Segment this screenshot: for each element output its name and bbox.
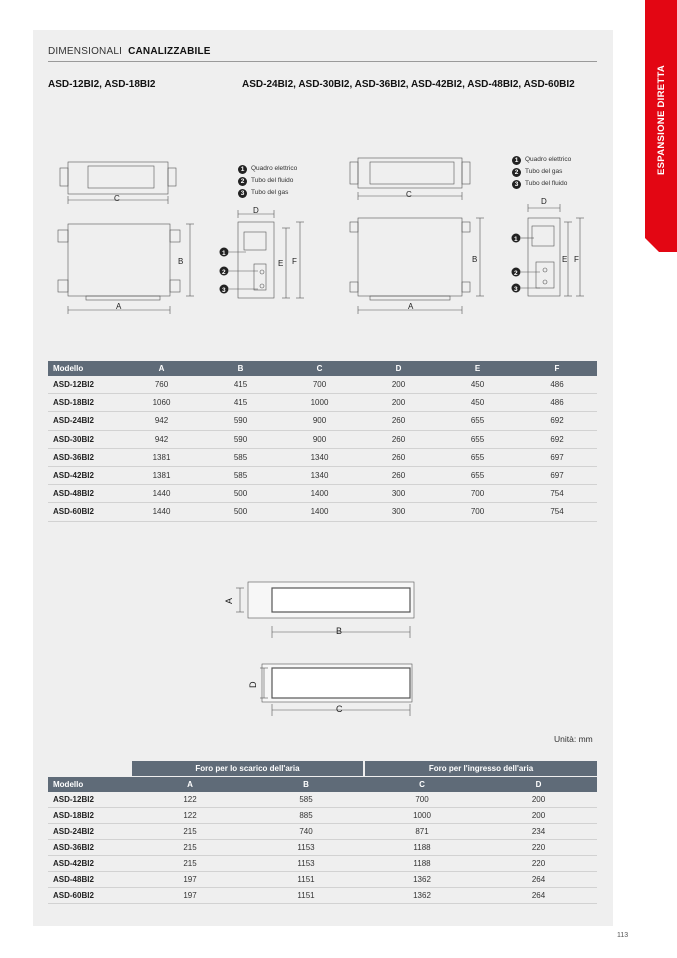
legend-number: 1 bbox=[238, 165, 247, 174]
table-cell: 1340 bbox=[280, 466, 359, 484]
dim-label-f-right: F bbox=[574, 255, 579, 264]
unit-large-top-view bbox=[358, 158, 462, 188]
table-cell: 754 bbox=[517, 503, 597, 521]
side-tab-label: ESPANSIONE DIRETTA bbox=[656, 64, 667, 176]
table-cell: ASD-48BI2 bbox=[48, 872, 132, 888]
table-row bbox=[48, 888, 597, 904]
unit-small-side-view bbox=[238, 222, 274, 298]
legend-right bbox=[512, 154, 571, 190]
table-cell: 260 bbox=[359, 466, 438, 484]
legend-number: 3 bbox=[512, 180, 521, 189]
table-cell: 500 bbox=[201, 503, 280, 521]
table-cell: ASD-12BI2 bbox=[48, 792, 132, 808]
table-cell: ASD-60BI2 bbox=[48, 888, 132, 904]
table-header-cell: Modello bbox=[48, 361, 122, 376]
table-cell: 1400 bbox=[280, 503, 359, 521]
table-cell: ASD-12BI2 bbox=[48, 376, 122, 394]
callout-1-right: 1 bbox=[514, 236, 518, 243]
group-header-discharge: Foro per lo scarico dell'aria bbox=[132, 761, 364, 777]
dim-label-a-right: A bbox=[408, 302, 414, 311]
table-cell: 197 bbox=[132, 888, 248, 904]
table-cell: 655 bbox=[438, 412, 517, 430]
table-cell: 234 bbox=[480, 824, 597, 840]
group-header-intake: Foro per l'ingresso dell'aria bbox=[364, 761, 597, 777]
table-cell: 220 bbox=[480, 840, 597, 856]
table-cell: 585 bbox=[201, 448, 280, 466]
legend-number: 3 bbox=[238, 189, 247, 198]
dim-label-c-right: C bbox=[406, 190, 412, 199]
models-right-title: ASD-24BI2, ASD-30BI2, ASD-36BI2, ASD-42BI2, ASD-48BI2, ASD-60BI2 bbox=[242, 79, 575, 90]
dim-label-c-left: C bbox=[114, 194, 120, 203]
legend-right-item bbox=[512, 166, 571, 178]
table-row bbox=[48, 394, 597, 412]
models-left-title: ASD-12BI2, ASD-18BI2 bbox=[48, 79, 156, 90]
unit-large-front-view bbox=[358, 218, 462, 296]
unit-large-side-view bbox=[528, 218, 560, 296]
duct-hole-drawings bbox=[0, 570, 677, 720]
duct-label-d: D bbox=[248, 681, 258, 688]
table-cell: ASD-18BI2 bbox=[48, 394, 122, 412]
legend-number: 2 bbox=[238, 177, 247, 186]
table-cell: 942 bbox=[122, 430, 201, 448]
table-cell: 264 bbox=[480, 888, 597, 904]
table-group-header-row bbox=[48, 761, 597, 777]
dim-label-e-left: E bbox=[278, 259, 284, 268]
table-row bbox=[48, 792, 597, 808]
table-cell: 1151 bbox=[248, 888, 364, 904]
table-header-cell: A bbox=[132, 777, 248, 793]
unit-label: Unità: mm bbox=[554, 734, 593, 744]
table-cell: 585 bbox=[201, 466, 280, 484]
table-cell: 1188 bbox=[364, 840, 480, 856]
table-row bbox=[48, 448, 597, 466]
table-cell: 700 bbox=[438, 503, 517, 521]
table-cell: 1362 bbox=[364, 872, 480, 888]
unit-small-front-view bbox=[68, 224, 170, 296]
callout-1-left: 1 bbox=[222, 250, 226, 257]
table-header-cell: E bbox=[438, 361, 517, 376]
section-name: DIMENSIONALI bbox=[48, 46, 123, 57]
dim-label-b-left: B bbox=[178, 257, 184, 266]
table-cell: 450 bbox=[438, 376, 517, 394]
table-cell: 215 bbox=[132, 840, 248, 856]
callout-2-right: 2 bbox=[514, 270, 518, 277]
dim-label-a-left: A bbox=[116, 302, 122, 311]
table-cell: ASD-18BI2 bbox=[48, 808, 132, 824]
table-cell: 122 bbox=[132, 808, 248, 824]
table-cell: 215 bbox=[132, 856, 248, 872]
table-cell: 900 bbox=[280, 412, 359, 430]
table-cell: 1153 bbox=[248, 856, 364, 872]
table-header-cell: Modello bbox=[48, 777, 132, 793]
unit-small-top-view bbox=[68, 162, 168, 194]
table-cell: 260 bbox=[359, 448, 438, 466]
table-cell: 260 bbox=[359, 430, 438, 448]
legend-left bbox=[238, 163, 297, 199]
table-cell: 300 bbox=[359, 503, 438, 521]
table-cell: ASD-24BI2 bbox=[48, 412, 122, 430]
legend-left-item bbox=[238, 163, 297, 175]
table-cell: 122 bbox=[132, 792, 248, 808]
table-header-cell: C bbox=[280, 361, 359, 376]
table-cell: 1381 bbox=[122, 466, 201, 484]
table-cell: 1000 bbox=[280, 394, 359, 412]
table-header-cell: D bbox=[480, 777, 597, 793]
table-row bbox=[48, 856, 597, 872]
dim-label-d-right: D bbox=[541, 197, 547, 206]
table-cell: 655 bbox=[438, 448, 517, 466]
table-cell: 1440 bbox=[122, 503, 201, 521]
legend-label: Tubo del gas bbox=[525, 168, 563, 175]
table-cell: 220 bbox=[480, 856, 597, 872]
table-cell: ASD-30BI2 bbox=[48, 430, 122, 448]
table-cell: 1153 bbox=[248, 840, 364, 856]
table-cell: 486 bbox=[517, 394, 597, 412]
table-row bbox=[48, 430, 597, 448]
section-name-bold: CANALIZZABILE bbox=[128, 46, 211, 57]
table-cell: 415 bbox=[201, 394, 280, 412]
dim-label-f-left: F bbox=[292, 257, 297, 266]
legend-left-item bbox=[238, 187, 297, 199]
table-cell: 415 bbox=[201, 376, 280, 394]
legend-label: Quadro elettrico bbox=[525, 156, 572, 163]
callout-3-right: 3 bbox=[514, 286, 518, 293]
table-cell: ASD-48BI2 bbox=[48, 485, 122, 503]
legend-label: Tubo del fluido bbox=[251, 177, 294, 184]
table-cell: ASD-60BI2 bbox=[48, 503, 122, 521]
table-cell: 754 bbox=[517, 485, 597, 503]
dimensions-table bbox=[48, 361, 597, 522]
table-row bbox=[48, 485, 597, 503]
legend-label: Quadro elettrico bbox=[251, 165, 298, 172]
table-header-cell: C bbox=[364, 777, 480, 793]
table-cell: 655 bbox=[438, 466, 517, 484]
table-cell: 450 bbox=[438, 394, 517, 412]
duct-label-a: A bbox=[224, 597, 234, 604]
table-cell: 264 bbox=[480, 872, 597, 888]
table-cell: 1362 bbox=[364, 888, 480, 904]
duct-label-b: B bbox=[336, 626, 343, 636]
table-header-spacer bbox=[48, 761, 132, 777]
table-cell: 760 bbox=[122, 376, 201, 394]
table-cell: 215 bbox=[132, 824, 248, 840]
table-row bbox=[48, 412, 597, 430]
table-cell: 700 bbox=[438, 485, 517, 503]
discharge-hole bbox=[272, 588, 410, 612]
table-cell: ASD-36BI2 bbox=[48, 840, 132, 856]
table-cell: 200 bbox=[480, 792, 597, 808]
table-cell: 197 bbox=[132, 872, 248, 888]
table-cell: 740 bbox=[248, 824, 364, 840]
table-row bbox=[48, 376, 597, 394]
table-cell: 1381 bbox=[122, 448, 201, 466]
table-cell: 1340 bbox=[280, 448, 359, 466]
table-header-cell: B bbox=[248, 777, 364, 793]
table-cell: 700 bbox=[280, 376, 359, 394]
table-cell: 700 bbox=[364, 792, 480, 808]
callout-3-left: 3 bbox=[222, 287, 226, 294]
table-cell: 655 bbox=[438, 430, 517, 448]
table-cell: 300 bbox=[359, 485, 438, 503]
table-header-cell: B bbox=[201, 361, 280, 376]
table-cell: 697 bbox=[517, 466, 597, 484]
table-cell: 1060 bbox=[122, 394, 201, 412]
table-cell: 1188 bbox=[364, 856, 480, 872]
table-cell: 1440 bbox=[122, 485, 201, 503]
table-header-cell: A bbox=[122, 361, 201, 376]
table-cell: 590 bbox=[201, 412, 280, 430]
table-cell: 885 bbox=[248, 808, 364, 824]
table-cell: 200 bbox=[359, 394, 438, 412]
table-cell: 692 bbox=[517, 412, 597, 430]
table-cell: 200 bbox=[359, 376, 438, 394]
table-row bbox=[48, 824, 597, 840]
duct-label-c: C bbox=[336, 704, 343, 714]
table-cell: 942 bbox=[122, 412, 201, 430]
legend-number: 2 bbox=[512, 168, 521, 177]
table-row bbox=[48, 503, 597, 521]
dimension-drawings-top bbox=[0, 0, 677, 330]
table-header-cell: F bbox=[517, 361, 597, 376]
table-cell: 1151 bbox=[248, 872, 364, 888]
table-cell: 1000 bbox=[364, 808, 480, 824]
table-cell: 697 bbox=[517, 448, 597, 466]
dim-label-b-right: B bbox=[472, 255, 478, 264]
dim-label-d-left: D bbox=[253, 206, 259, 215]
table-header-cell: D bbox=[359, 361, 438, 376]
intake-hole bbox=[272, 668, 410, 698]
table-header-row bbox=[48, 361, 597, 376]
table-cell: 871 bbox=[364, 824, 480, 840]
table-cell: ASD-42BI2 bbox=[48, 856, 132, 872]
table-cell: 260 bbox=[359, 412, 438, 430]
table-cell: 900 bbox=[280, 430, 359, 448]
legend-right-item bbox=[512, 154, 571, 166]
dim-label-e-right: E bbox=[562, 255, 568, 264]
table-header-row bbox=[48, 777, 597, 793]
table-row bbox=[48, 840, 597, 856]
legend-label: Tubo del gas bbox=[251, 189, 289, 196]
table-cell: ASD-36BI2 bbox=[48, 448, 122, 466]
callout-2-left: 2 bbox=[222, 269, 226, 276]
duct-holes-table bbox=[48, 761, 597, 904]
table-cell: 1400 bbox=[280, 485, 359, 503]
table-cell: 200 bbox=[480, 808, 597, 824]
table-cell: 486 bbox=[517, 376, 597, 394]
legend-label: Tubo del fluido bbox=[525, 180, 568, 187]
table-row bbox=[48, 872, 597, 888]
legend-left-item bbox=[238, 175, 297, 187]
page-number: 113 bbox=[617, 932, 629, 939]
table-row bbox=[48, 808, 597, 824]
table-cell: 590 bbox=[201, 430, 280, 448]
legend-right-item bbox=[512, 178, 571, 190]
table-cell: 692 bbox=[517, 430, 597, 448]
legend-number: 1 bbox=[512, 156, 521, 165]
table-cell: ASD-24BI2 bbox=[48, 824, 132, 840]
table-cell: 585 bbox=[248, 792, 364, 808]
table-row bbox=[48, 466, 597, 484]
table-cell: ASD-42BI2 bbox=[48, 466, 122, 484]
table-cell: 500 bbox=[201, 485, 280, 503]
